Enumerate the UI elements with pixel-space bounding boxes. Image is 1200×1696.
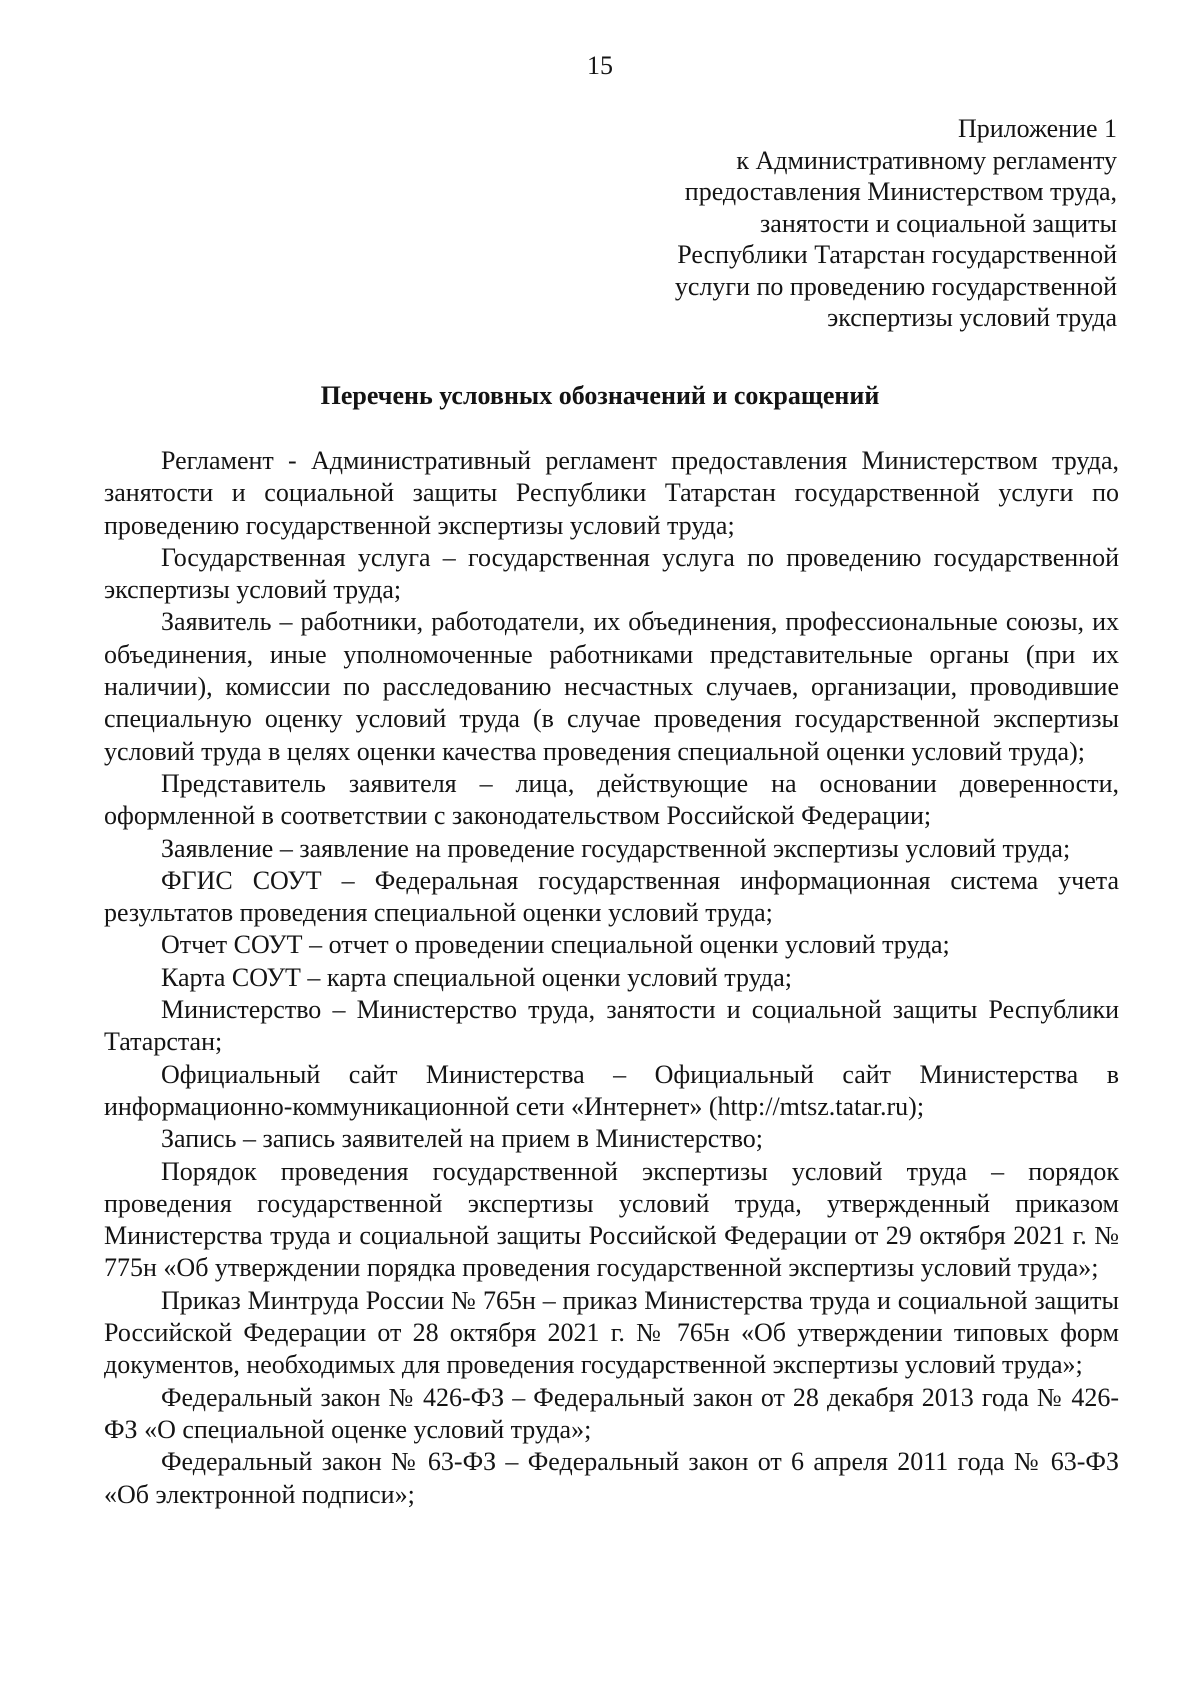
definition-paragraph: ФГИС СОУТ – Федеральная государственная информационная система учета результатов проведения специальной оценки условий труда;	[104, 865, 1119, 928]
definition-paragraph: Отчет СОУТ – отчет о проведении специальной оценки условий труда;	[161, 930, 950, 960]
definition-paragraph: Министерство – Министерство труда, занятости и социальной защиты Республики Татарстан;	[104, 995, 1119, 1057]
definition-paragraph: Федеральный закон № 63-ФЗ – Федеральный закон от 6 апреля 2011 года № 63-ФЗ «Об электронной подписи»;	[104, 1447, 1119, 1509]
appendix-header	[397, 113, 1117, 334]
appendix-line: экспертизы условий труда	[827, 303, 1117, 332]
appendix-line: к Административному регламенту	[736, 145, 1117, 175]
appendix-line: Республики Татарстан государственной	[677, 240, 1117, 269]
appendix-line: Приложение 1	[957, 114, 1117, 143]
definition-paragraph: Заявитель – работники, работодатели, их объединения, профессиональные союзы, их объединения, иные уполномоченные работниками представительные органы (при их наличии), комиссии по расследованию несчастных случаев, организации, проводившие специальную оценку условий труда (в случае проведения государственной экспертизы условий труда в целях оценки качества проведения специальной оценки условий труда);	[104, 607, 1119, 766]
definition-paragraph: Государственная услуга – государственная услуга по проведению государственной экспертизы условий труда;	[104, 542, 1119, 605]
appendix-line: предоставления Министерством труда,	[684, 177, 1117, 206]
definition-paragraph: Порядок проведения государственной экспертизы условий труда – порядок проведения государственной экспертизы условий труда, утвержденный приказом Министерства труда и социальной защиты Российской Федерации от 29 октября 2021 г. № 775н «Об утверждении порядка проведения государственной экспертизы условий труда»;	[104, 1156, 1119, 1283]
definitions-list	[104, 445, 1119, 1511]
definition-paragraph: Приказ Минтруда России № 765н – приказ Министерства труда и социальной защиты Российской Федерации от 28 октября 2021 г. № 765н «Об утверждении типовых форм документов, необходимых для проведения государственной экспертизы условий труда»;	[104, 1285, 1119, 1380]
appendix-line: услуги по проведению государственной	[674, 271, 1117, 301]
definition-paragraph: Карта СОУТ – карта специальной оценки условий труда;	[161, 962, 792, 992]
page-title: Перечень условных обозначений и сокращений	[320, 381, 880, 410]
definition-paragraph: Официальный сайт Министерства – Официальный сайт Министерства в информационно-коммуникационной сети «Интернет» (http://mtsz.tatar.ru);	[104, 1059, 1119, 1121]
definition-paragraph: Представитель заявителя – лица, действующие на основании доверенности, оформленной в соответствии с законодательством Российской Федерации;	[104, 768, 1119, 831]
page-number: 15	[587, 51, 613, 80]
definition-paragraph: Регламент - Административный регламент предоставления Министерством труда, занятости и социальной защиты Республики Татарстан государственной услуги по проведению государственной экспертизы условий труда;	[104, 446, 1119, 540]
definition-paragraph: Заявление – заявление на проведение государственной экспертизы условий труда;	[161, 833, 1071, 863]
appendix-line: занятости и социальной защиты	[760, 208, 1117, 238]
definition-paragraph: Запись – запись заявителей на прием в Министерство;	[161, 1124, 764, 1154]
definition-paragraph: Федеральный закон № 426-ФЗ – Федеральный закон от 28 декабря 2013 года № 426-ФЗ «О специальной оценке условий труда»;	[104, 1382, 1119, 1444]
